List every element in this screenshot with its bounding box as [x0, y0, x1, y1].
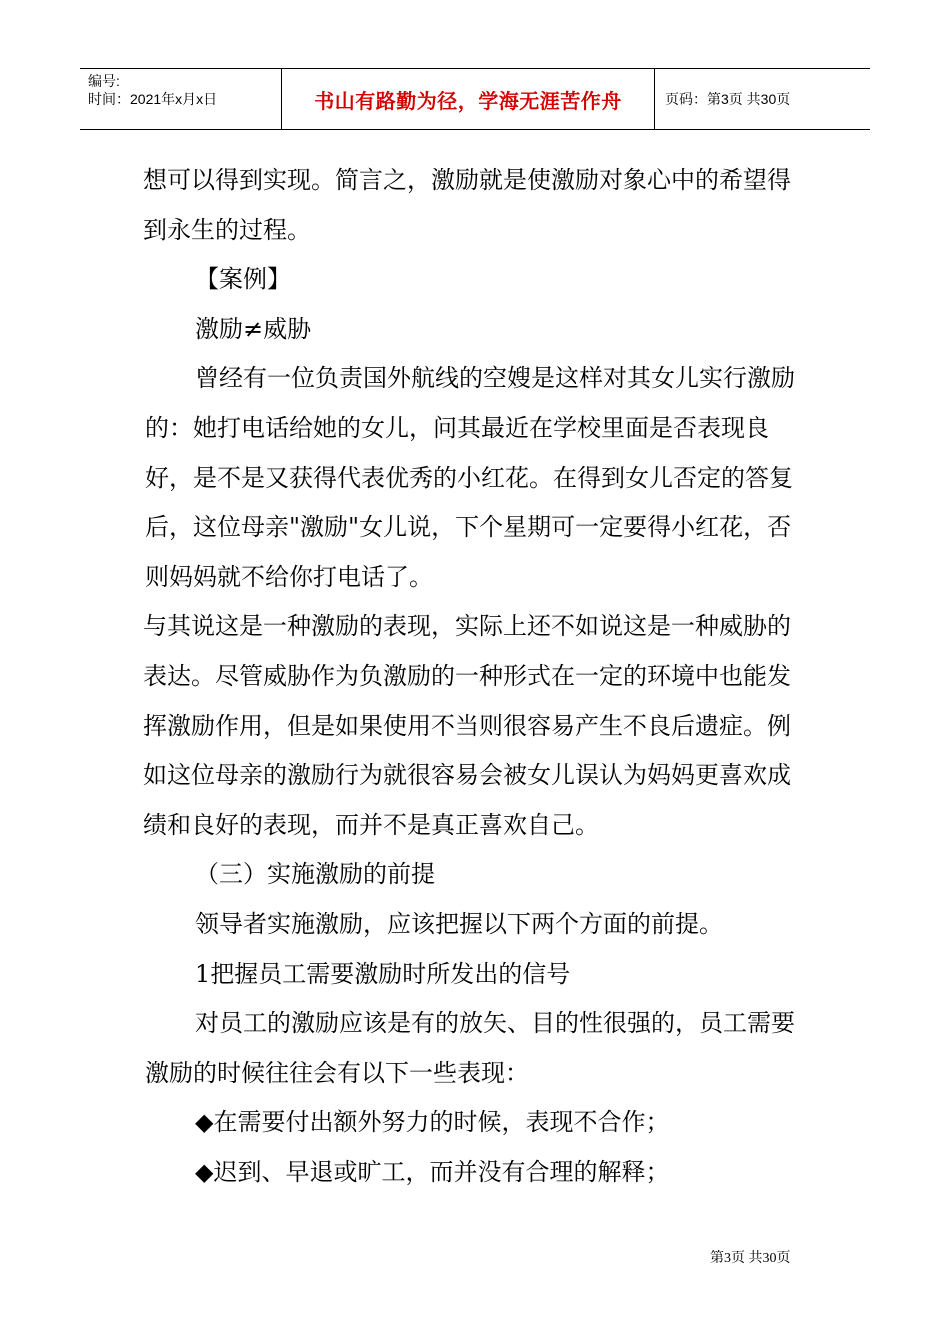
- serial-label: 编号:: [88, 73, 120, 89]
- case-heading: 【案例】: [195, 265, 291, 294]
- page-footer: 第3页 共30页: [710, 1251, 791, 1266]
- section-intro: 领导者实施激励，应该把握以下两个方面的前提。: [195, 909, 723, 938]
- header-motto: 书山有路勤为径，学海无涯苦作舟: [314, 88, 622, 113]
- bullet-item: ◆迟到、早退或旷工，而并没有合理的解释；: [195, 1157, 670, 1186]
- case-paragraph: 曾经有一位负责国外航线的空嫂是这样对其女儿实行激励的：她打电话给她的女儿，问其最近在学校里面是否表现良好，是不是又获得代表优秀的小红花。在得到女儿否定的答复后，这位母亲"激励"女儿说，下个星期可一定要得小红花，否则妈妈就不给你打电话了。: [145, 364, 795, 591]
- header-meta: [80, 69, 282, 129]
- header-motto-cell: [282, 69, 655, 129]
- paragraph-continuation: 想可以得到实现。简言之，激励就是使激励对象心中的希望得到永生的过程。: [143, 166, 791, 244]
- analysis-paragraph: 与其说这是一种激励的表现，实际上还不如说这是一种威胁的表达。尽管威胁作为负激励的一种形式在一定的环境中也能发挥激励作用，但是如果使用不当则很容易产生不良后遗症。例如这位母亲的激励行为就很容易会被女儿误认为妈妈更喜欢成绩和良好的表现，而并不是真正喜欢自己。: [143, 612, 791, 839]
- document-body: [145, 156, 810, 1197]
- time-label: 时间：2021年x月x日: [88, 91, 218, 107]
- bullet-item: ◆在需要付出额外努力的时候，表现不合作；: [195, 1108, 670, 1137]
- case-title: 激励≠威胁: [195, 314, 312, 343]
- header-page-info: 页码：第3页 共30页: [665, 91, 791, 107]
- section-heading: （三）实施激励的前提: [195, 860, 435, 889]
- page-header: [80, 68, 870, 130]
- subsection-heading: 1把握员工需要激励时所发出的信号: [195, 959, 571, 988]
- subsection-paragraph: 对员工的激励应该是有的放矢、目的性很强的，员工需要激励的时候往往会有以下一些表现：: [145, 1009, 795, 1087]
